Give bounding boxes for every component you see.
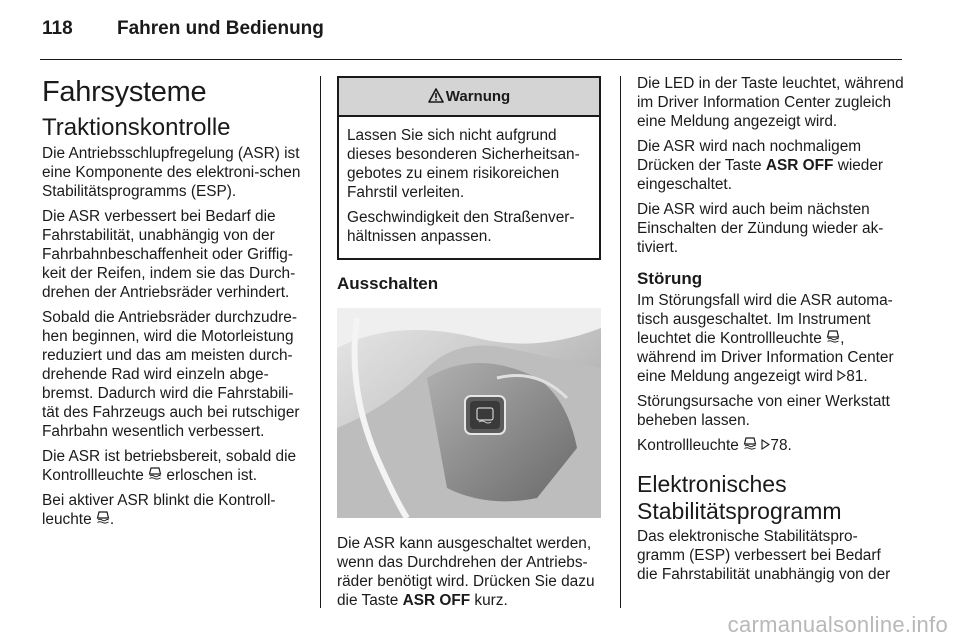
text: Die ASR wird nach nochmaligem Drücken der Taste bbox=[637, 138, 862, 174]
section-title: Fahrsysteme bbox=[42, 76, 207, 108]
text: kurz. bbox=[470, 592, 508, 609]
paragraph bbox=[637, 137, 905, 194]
column-divider-2 bbox=[620, 76, 621, 608]
button-name-text: ASR OFF bbox=[765, 157, 834, 174]
paragraph: Die ASR wird auch beim nächsten Einschalten der Zündung wieder ak-tiviert. bbox=[637, 201, 884, 256]
page-reference-arrow-icon bbox=[837, 367, 846, 386]
traction-warning-icon bbox=[743, 436, 757, 455]
page-number: 118 bbox=[42, 18, 73, 39]
text: Die ASR kann ausgeschaltet werden, wenn das Durchdrehen der Antriebs-räder benötigt wird. Drücken Sie dazu die Taste bbox=[337, 535, 595, 609]
paragraph: Sobald die Antriebsräder durchzudre-hen beginnen, wird die Motorleistung reduziert und das am meisten durch-drehende Rad wird einzeln abge-bremst. Dadurch wird die Fahrstabili-tät des Fahrzeugs auch bei rutschiger Fahrbahn wesentlich verbessert. bbox=[42, 309, 300, 440]
text: . bbox=[787, 437, 792, 454]
text: Im Störungsfall wird die ASR automa-tisch ausgeschaltet. Im Instrument leuchtet die Kontrollleuchte bbox=[637, 292, 893, 347]
header-rule bbox=[40, 59, 902, 60]
traction-warning-icon bbox=[826, 329, 840, 348]
warning-title: Warnung bbox=[445, 88, 511, 105]
text: erloschen ist. bbox=[162, 467, 258, 484]
section-title: Elektronisches Stabilitätsprogramm bbox=[637, 471, 842, 524]
warning-triangle-icon bbox=[428, 80, 444, 117]
paragraph: Die LED in der Taste leuchtet, während im Driver Information Center zugleich eine Meldung angezeigt wird. bbox=[637, 75, 904, 130]
traction-warning-icon bbox=[96, 510, 110, 529]
paragraph bbox=[337, 534, 601, 610]
paragraph bbox=[42, 491, 304, 529]
dashboard-console-illustration bbox=[337, 308, 601, 518]
asr-off-button-photo bbox=[337, 308, 601, 518]
warning-body bbox=[339, 117, 599, 258]
section-heading: Ausschalten bbox=[337, 274, 439, 293]
page-reference[interactable]: 78 bbox=[770, 437, 788, 454]
section-heading: Störung bbox=[637, 269, 703, 288]
text: Bei aktiver ASR blinkt die Kontroll-leuchte bbox=[42, 492, 276, 528]
paragraph: Lassen Sie sich nicht aufgrund dieses besonderen Sicherheitsan-gebotes zu einem risikoreichen Fahrstil verleiten. bbox=[347, 127, 580, 201]
text: Die ASR ist betriebsbereit, sobald die Kontrollleuchte bbox=[42, 448, 297, 484]
text: Kontrollleuchte bbox=[637, 437, 739, 454]
text: . bbox=[109, 511, 115, 528]
paragraph bbox=[637, 436, 905, 455]
traction-warning-icon bbox=[148, 466, 162, 485]
subsection-title: Traktionskontrolle bbox=[42, 114, 231, 141]
paragraph: Die Antriebsschlupfregelung (ASR) ist eine Komponente des elektroni-schen Stabilitätsprogramms (ESP). bbox=[42, 145, 301, 200]
column-3 bbox=[637, 74, 905, 590]
paragraph: Störungsursache von einer Werkstatt beheben lassen. bbox=[637, 393, 890, 429]
column-2 bbox=[337, 76, 601, 616]
paragraph bbox=[42, 447, 304, 485]
text: , während im Driver Information Center eine Meldung angezeigt wird bbox=[637, 330, 894, 385]
watermark: carmanualsonline.info bbox=[727, 612, 948, 637]
warning-box bbox=[337, 76, 601, 260]
column-divider-1 bbox=[320, 76, 321, 608]
button-name-text: ASR OFF bbox=[402, 592, 471, 609]
paragraph: Geschwindigkeit den Straßenver-hältnissen anpassen. bbox=[347, 209, 575, 245]
page-header bbox=[42, 18, 324, 40]
chapter-title: Fahren und Bedienung bbox=[117, 18, 324, 39]
paragraph bbox=[637, 291, 905, 386]
paragraph: Das elektronische Stabilitätspro-gramm (ESP) verbessert bei Bedarf die Fahrstabilität unabhängig von der bbox=[637, 528, 891, 583]
text: wieder eingeschaltet. bbox=[637, 157, 884, 193]
page-reference[interactable]: 81 bbox=[846, 368, 864, 385]
warning-header bbox=[339, 78, 599, 117]
paragraph: Die ASR verbessert bei Bedarf die Fahrstabilität, unabhängig von der Fahrbahnbeschaffenheit oder Griffig-keit der Reifen, indem sie das Durch-drehen der Antriebsräder verhindert. bbox=[42, 208, 296, 301]
column-1 bbox=[42, 70, 304, 535]
text: . bbox=[863, 368, 868, 385]
